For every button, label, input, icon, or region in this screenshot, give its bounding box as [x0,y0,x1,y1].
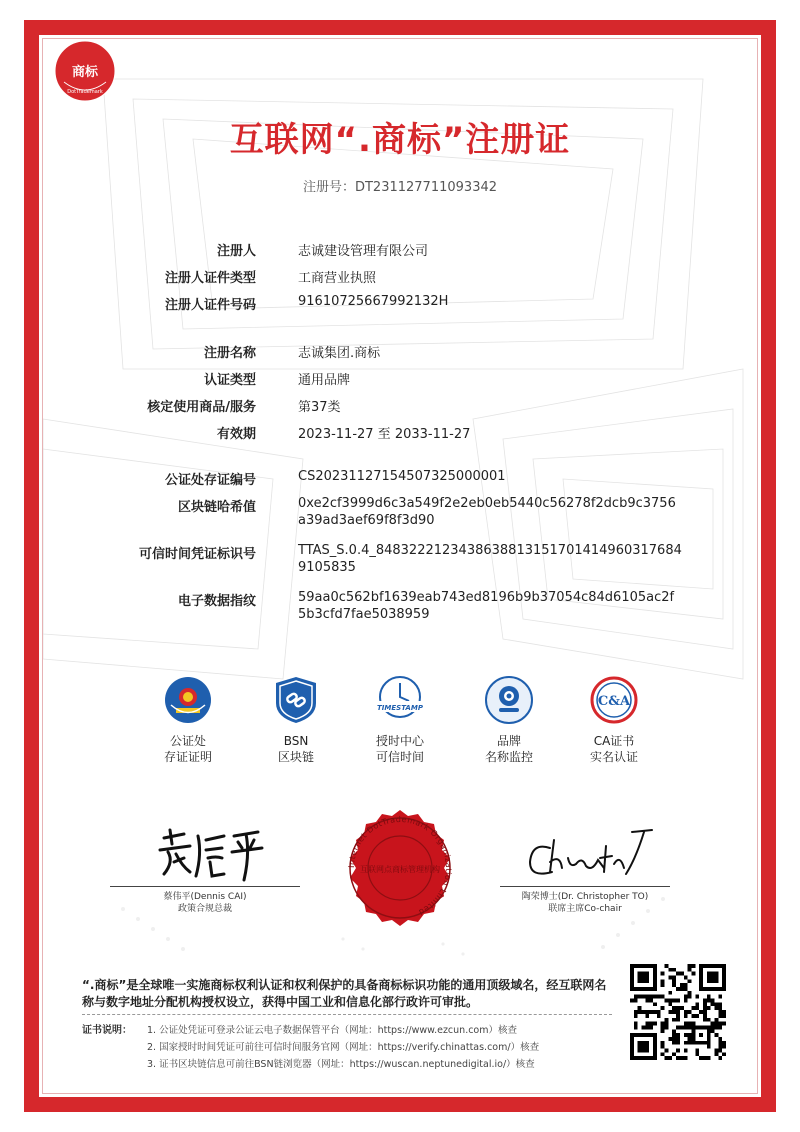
notary-badge [148,675,228,765]
signature-left-name: 蔡伟平(Dennis CAI) [163,892,247,902]
icon-label-line2: 存证证明 [163,750,212,764]
icon-label-line1: BSN [283,734,309,748]
ca-badge-text: C&A [597,694,631,709]
signature-right-name: 陶荣博士(Dr. Christopher TO) [521,892,649,902]
field-value: 通用品牌 [298,373,351,388]
field-label: 注册人证件类型 [164,271,256,286]
note-item: 3. 证书区块链信息可前往BSN链浏览器（网址：https://wuscan.neptunedigital.io/）核查 [147,1059,535,1070]
field-value-continued: 9105835 [298,560,356,575]
intro-text: “.商标”是全球唯一实施商标权利认证和权利保护的具备商标标识功能的通用顶级域名，经互联网名称与数字地址分配机构授权设立，获得中国工业和信息化部行政许可审批。 [82,978,607,1009]
notes-title: 证书说明： [82,1025,132,1036]
note-item: 1. 公证处凭证可登录公证云电子数据保管平台（网址：https://www.ezcun.com）核查 [147,1025,517,1036]
field-label: 电子数据指纹 [177,594,256,609]
ca-badge [574,675,654,765]
logo-text: 商标 [71,65,99,80]
certificate-title: 互联网“.商标”注册证 [229,120,571,160]
official-seal [338,806,462,930]
field-value: 2023-11-27 至 2033-11-27 [298,427,471,442]
note-item: 2. 国家授时时间凭证可前往可信时间服务官网（网址：https://verify.chinattas.com/）核查 [147,1042,540,1053]
field-value: 志诚集团.商标 [298,346,381,361]
timestamp-badge-text: TIMESTAMP [377,704,423,712]
signature-right-image [520,828,660,886]
field-label: 认证类型 [203,373,256,388]
icon-label-line1: 授时中心 [375,734,424,748]
brand-monitor-icon [484,675,534,725]
icon-label-line2: 区块链 [277,750,314,764]
brand-monitor-badge [469,675,549,765]
field-value: TTAS_S.0.4_848322212343863881315170141496031768​4 [298,543,682,558]
timestamp-badge [360,675,440,765]
icon-label-line1: CA证书 [593,734,635,748]
seal-ring-text: Internet DotTrademark Organization Limited [346,814,454,917]
bsn-badge [256,675,336,765]
seal-center-text: 互联网点商标管理机构 [360,865,440,874]
field-value-continued: 5b3cfd7fae5038959 [298,607,430,622]
signature-right-role: 联席主席Co-chair [548,904,622,914]
icon-label-line1: 公证处 [169,734,206,748]
signature-left-image [150,828,270,886]
field-value: 59aa0c562bf1639eab743ed8196b9b37054c84d6105ac2f [298,590,675,605]
registration-number: 注册号：DT231127711093342 [302,180,498,195]
field-label: 有效期 [216,427,256,442]
icon-label-line2: 名称监控 [484,750,533,764]
field-value: 志诚建设管理有限公司 [298,244,429,259]
inner-border [42,38,758,1094]
notary-icon [163,675,213,725]
field-value: CS2023112715450732500000​1 [298,469,506,484]
field-label: 核定使用商品/服务 [147,400,256,415]
signature-right-caption [500,891,670,915]
field-value-continued: a39ad3aef69f8f3d90 [298,513,435,528]
bsn-icon [273,675,319,725]
field-value: 第37类 [298,400,341,415]
timestamp-icon [373,675,427,725]
field-label: 注册人 [216,244,256,259]
dottrademark-logo [52,38,118,104]
icon-label-line2: 实名认证 [589,750,638,764]
signature-left-line [110,886,300,887]
signature-left-caption [110,891,300,915]
icon-label-line2: 可信时间 [375,750,424,764]
field-value: 工商营业执照 [298,271,377,286]
ca-icon [589,675,639,725]
field-value: 0xe2cf3999d6c3a549f2e2eb0eb5440c56278f2dcb9c3756 [298,496,676,511]
icon-label-line1: 品牌 [496,734,521,748]
field-label: 区块链哈希值 [177,500,256,515]
signature-left-role: 政策合规总裁 [177,904,232,914]
signature-right-line [500,886,670,887]
qr-code [630,964,726,1060]
notes-divider [82,1014,612,1015]
logo-ring-text: DotTrademark [67,89,103,95]
field-label: 注册名称 [203,346,256,361]
field-label: 可信时间凭证标识号 [138,547,256,562]
field-label: 注册人证件号码 [164,298,256,313]
field-value: 91610725667992132H [298,294,449,309]
field-label: 公证处存证编号 [164,473,256,488]
